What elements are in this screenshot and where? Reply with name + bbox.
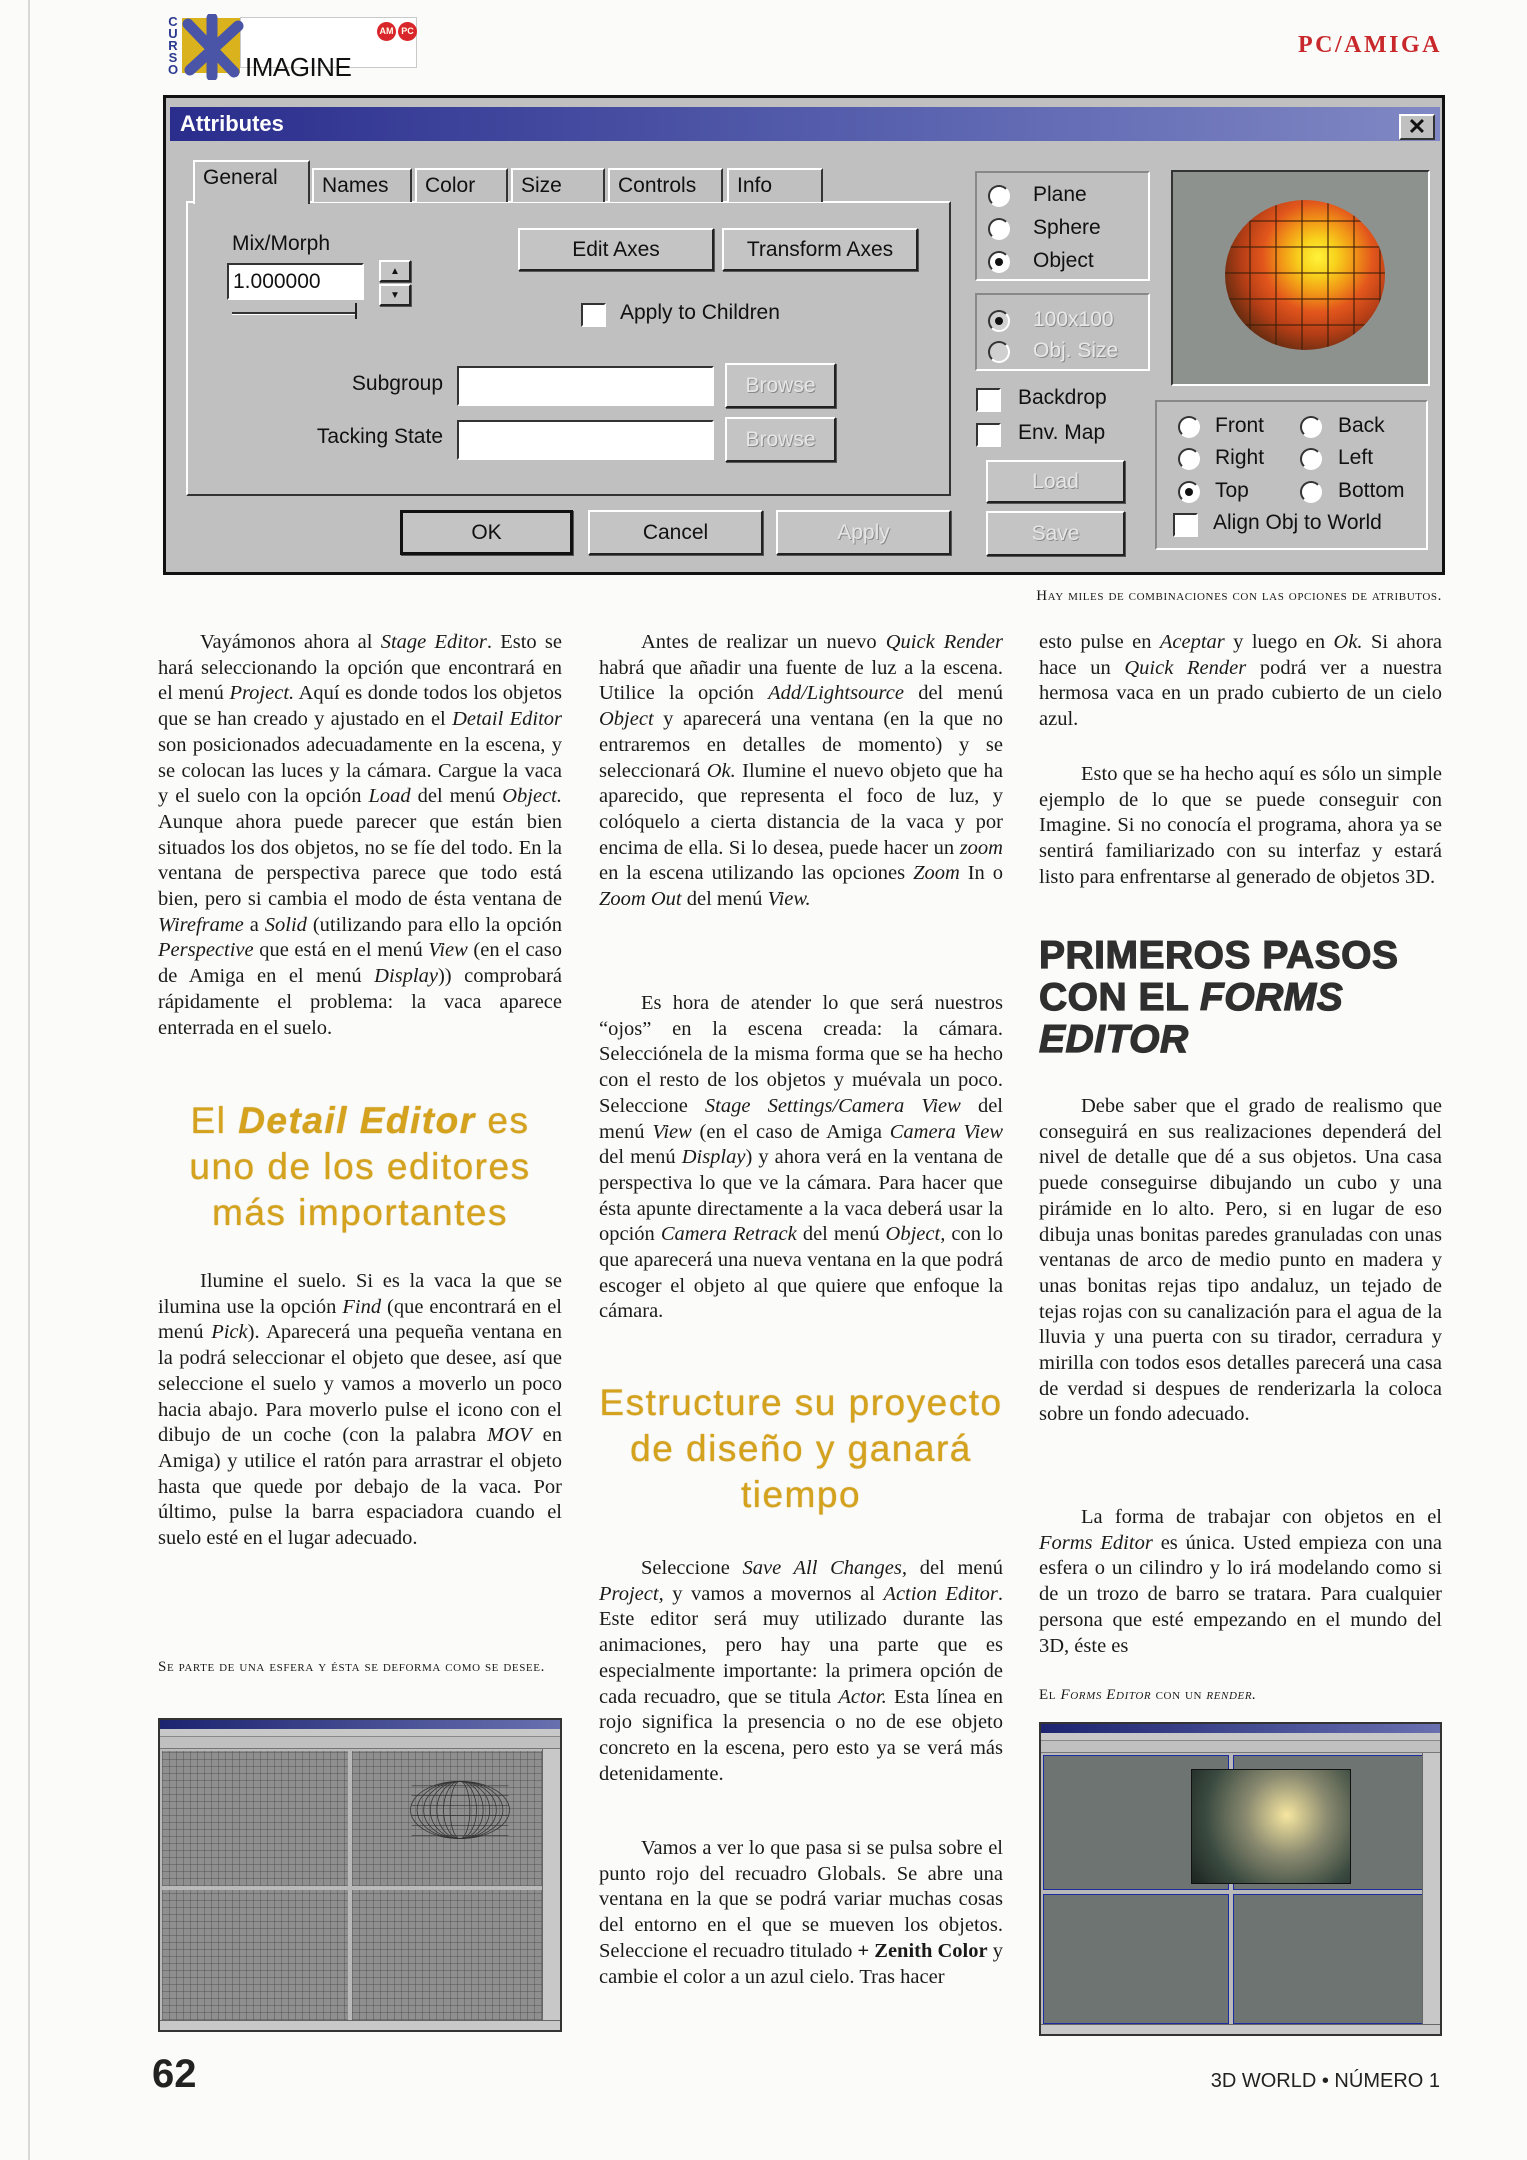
logo-vertical-text: CURSO (168, 14, 179, 77)
emphasis-text: Camera View (889, 1120, 1003, 1143)
text-run: son posicionados adecuadamente en la escena, y se colocan las luces y la cámara. Cargue la vaca y el suelo con la opción (158, 733, 562, 808)
emphasis-text: Stage Settings/Camera View (704, 1094, 961, 1117)
arrow-up-icon: ▲ (390, 265, 400, 277)
text-run: La forma de trabajar con objetos en el (1081, 1506, 1442, 1528)
section-heading (1039, 935, 1442, 1061)
emphasis-text: View (428, 939, 468, 962)
radio-front[interactable] (1178, 416, 1200, 438)
spin-up-button[interactable] (379, 260, 411, 282)
radio-bottom-label: Bottom (1338, 479, 1405, 502)
text-run: PRIMEROS PASOS CON EL (1039, 934, 1399, 1019)
backdrop-checkbox[interactable] (976, 388, 1001, 412)
paragraph (1039, 630, 1442, 733)
mix-morph-label: Mix/Morph (232, 232, 331, 255)
emphasis-text: render. (1206, 1687, 1257, 1703)
screenshot-figure (158, 1718, 562, 2032)
attributes-dialog (163, 95, 1445, 575)
radio-plane[interactable] (988, 185, 1010, 207)
text-run: Aquí es donde todos los objetos que se han creado y ajustado en el (158, 682, 563, 731)
radio-obj-size[interactable] (988, 341, 1010, 363)
pull-quote (599, 1380, 1003, 1518)
text-run: esto pulse en (1039, 631, 1160, 653)
transform-axes-button[interactable]: Transform Axes (722, 228, 918, 271)
text-run: y aparecerá una ventana (en la que no entraremos en detalles de momento) y se seleccionará (599, 708, 1003, 782)
paragraph (599, 991, 1003, 1325)
tab-general[interactable]: General (193, 160, 310, 204)
emphasis-text: Wireframe (158, 913, 244, 936)
text-run: y vamos a movernos al (663, 1582, 884, 1605)
text-run: del menú (903, 682, 1004, 705)
paragraph (1039, 1094, 1442, 1428)
align-obj-label: Align Obj to World (1213, 511, 1382, 534)
text-run: Ilumine el nuevo objeto que ha aparecido, que representa el foco de luz, y colóquelo a cierta distancia de la vaca y por encima de ella. Si lo desea, puede hacer un (599, 759, 1004, 859)
mix-slider-track[interactable] (232, 312, 355, 315)
emphasis-text: Camera Retrack (660, 1223, 797, 1246)
magazine-issue: 3D WORLD • NÚMERO 1 (1210, 2070, 1440, 2092)
align-obj-checkbox[interactable] (1173, 513, 1198, 537)
spotlight-render (1191, 1769, 1351, 1884)
paragraph (599, 1836, 1003, 1990)
emphasis-text: Solid (264, 913, 307, 936)
viewport-right (352, 1890, 542, 2020)
emphasis-text: Perspective (158, 939, 254, 962)
radio-plane-label: Plane (1033, 183, 1087, 206)
text-run: ). Aparecerá una pequeña ventana en la podrá seleccionar el objeto que desee, así que seleccione el suelo y vamos a moverlo un poco hacia abajo. Para moverlo pulse el icono con el dibujo de un coche (con la palabra (158, 1321, 562, 1447)
emphasis-text: Forms Editor (1039, 1531, 1153, 1554)
spin-down-button[interactable] (379, 284, 411, 306)
screenshot-figure (1039, 1722, 1442, 2036)
dialog-caption: Hay miles de combinaciones con las opciones de atributos. (1036, 588, 1442, 604)
text-run: In o (959, 862, 1003, 885)
emphasis-text: Quick Render (1124, 656, 1247, 679)
arrow-down-icon: ▼ (390, 289, 400, 301)
tool-strip (542, 1749, 560, 2020)
close-icon[interactable]: ✕ (1399, 114, 1435, 140)
texture-preview (1171, 170, 1430, 386)
tacking-state-input[interactable] (457, 420, 714, 460)
emphasis-text: Quick Render (885, 631, 1003, 653)
text-run: El (190, 1100, 239, 1141)
emphasis-text: Project. (229, 682, 295, 705)
emphasis-text: View. (767, 888, 811, 911)
emphasis-text: Project, (599, 1582, 664, 1605)
cancel-button[interactable]: Cancel (588, 510, 763, 555)
text-run: Vayámonos ahora al (200, 631, 381, 653)
window-menubar (160, 1729, 560, 1737)
wireframe-mesh (405, 1775, 515, 1845)
radio-left[interactable] (1300, 448, 1322, 470)
text-run: Esto que se ha hecho aquí es sólo un simple ejemplo de lo que se puede conseguir con Imagine. Si no conocía el programa, ahora ya se sentirá familiarizado con su interfaz y estará listo para enfrentarse al generado de objetos 3D. (1039, 763, 1442, 888)
emphasis-text: Pick (211, 1321, 248, 1344)
emphasis-text: zoom (959, 836, 1003, 859)
window-toolbar (1041, 1741, 1440, 1753)
backdrop-label: Backdrop (1018, 386, 1107, 409)
window-menubar (1041, 1733, 1440, 1741)
platform-badge-pc: PC (398, 22, 417, 41)
radio-obj-size-label: Obj. Size (1033, 339, 1119, 362)
mix-morph-input[interactable]: 1.000000 (227, 263, 364, 300)
text-run: a (243, 913, 265, 936)
text-run: (en el caso de Amiga (691, 1120, 890, 1143)
text-run: que está en el menú (253, 939, 429, 962)
text-run: Vamos a ver lo que pasa si se pulsa sobre el punto rojo del recuadro Globals. Se abre una ventana en la que se podrá variar muchas cosas del entorno en el que se mueven los objetos. Seleccione el recuadro titulado (599, 1837, 1003, 1962)
text-run: ) y ahora verá en la ventana de perspectiva lo que ve la cámara. Para hacer que ésta apunte directamente a la vaca deberá usar la opción (599, 1146, 1003, 1246)
emphasis-text: Find (342, 1295, 382, 1318)
save-button[interactable]: Save (986, 511, 1125, 556)
text-run: Es hora de atender lo que será nuestros “ojos” en la escena creada: la cámara. Selecciónela de la misma forma que se ha hecho con el resto de los objetos y muévala un poco. Seleccione (599, 992, 1003, 1117)
subgroup-browse-button[interactable]: Browse (725, 363, 836, 408)
radio-object-label: Object (1033, 249, 1094, 272)
radio-sphere[interactable] (988, 218, 1010, 240)
window-toolbar (160, 1737, 560, 1749)
page-number: 62 (152, 2052, 197, 2096)
paragraph (158, 630, 562, 1041)
apply-to-children-checkbox[interactable] (581, 303, 606, 327)
pull-quote (158, 1098, 562, 1236)
emphasis-text: Forms Editor (1060, 1687, 1152, 1703)
figure-caption (1039, 1684, 1442, 1706)
viewport-front (1043, 1894, 1229, 2024)
dialog-titlebar: Attributes (170, 107, 1440, 141)
paragraph (1039, 762, 1442, 891)
radio-top[interactable] (1178, 481, 1200, 503)
tacking-browse-button[interactable]: Browse (725, 417, 836, 462)
emphasis-text: Display (681, 1146, 746, 1169)
text-run: es uno de los editores más importantes (189, 1100, 531, 1233)
emphasis-text: Zoom (913, 862, 960, 885)
edit-axes-button[interactable]: Edit Axes (518, 228, 714, 271)
text-run: Seleccione (641, 1557, 743, 1579)
text-run: (utilizando para ello la opción (306, 913, 562, 936)
radio-left-label: Left (1338, 446, 1374, 469)
text-run: Se parte de una esfera y ésta se deforma como se desee. (158, 1659, 545, 1675)
text-run: Estructure su proyecto de diseño y ganará tiempo (599, 1382, 1003, 1515)
text-run: del menú (599, 1094, 1003, 1143)
emphasis-text: Add/Lightsource (768, 682, 904, 705)
bold-text: + Zenith Color (857, 1939, 988, 1962)
emphasis-text: Ok. (706, 759, 736, 782)
subgroup-input[interactable] (457, 366, 714, 406)
status-bar (1041, 2024, 1440, 2034)
radio-top-label: Top (1215, 479, 1249, 502)
window-titlebar (160, 1720, 560, 1729)
text-run: Esta línea en rojo significa la presencia o no de ese objeto concreto en la escena, pero esto ya se verá más detenidamente. (599, 1685, 1003, 1785)
text-run: )) comprobará rápidamente el problema: la vaca aparece enterrada en el suelo. (158, 965, 562, 1039)
emphasis-text: Display (374, 965, 438, 988)
text-run: del menú (681, 888, 768, 911)
paragraph (599, 630, 1003, 913)
status-bar (160, 2020, 560, 2030)
text-run: Aunque ahora puede parecer que están bien situados los dos objetos, no se fíe del todo. En la ventana de perspectiva parece que todo está bien, pero si cambia el modo de ésta ventana de (158, 810, 562, 911)
env-map-label: Env. Map (1018, 421, 1106, 444)
emphasis-text: Stage Editor (380, 631, 487, 653)
tab-size[interactable]: Size (511, 168, 605, 202)
text-run: El (1039, 1687, 1061, 1703)
text-run: es única. Usted empieza con una esfera o un cilindro y lo irá modelando como si de un trozo de barro se tratara. Para cualquier persona que esté empezando en el mundo del 3D, éste es (1039, 1531, 1442, 1657)
radio-right-label: Right (1215, 446, 1265, 469)
text-run: (que encontrará en el menú (158, 1295, 562, 1344)
emphasis-text: Detail Editor (452, 708, 562, 731)
emphasis-text: Zoom Out (599, 888, 682, 911)
text-run: en Amiga) y utilice el ratón para arrastrar el objeto hasta que quede por debajo de la vaca. Por último, pulse la barra espaciadora cuando el suelo esté en el lugar adecuado. (158, 1424, 562, 1550)
text-run: del menú (410, 785, 503, 808)
tool-strip (1422, 1753, 1440, 2024)
tab-names[interactable]: Names (312, 168, 412, 202)
text-run: en la escena utilizando las opciones (599, 862, 914, 885)
text-run: del menú (599, 1146, 682, 1169)
text-run: y cambie el color a un azul cielo. Tras hacer (599, 1939, 1003, 1988)
text-run: Ilumine el suelo. Si es la vaca la que se ilumina use la opción (158, 1270, 562, 1318)
radio-object[interactable] (988, 251, 1010, 273)
text-run: . Esto se hará seleccionando la opción que encontrará en el menú (158, 631, 562, 705)
tab-info[interactable]: Info (727, 168, 823, 202)
tab-color[interactable]: Color (415, 168, 508, 202)
env-map-checkbox[interactable] (976, 423, 1001, 447)
emphasis-text: Ok. (1333, 631, 1363, 653)
figure-caption (158, 1656, 562, 1678)
apply-to-children-label: Apply to Children (620, 301, 780, 324)
emphasis-text: MOV (487, 1424, 532, 1447)
viewport-right (1233, 1894, 1423, 2024)
radio-100x100-label: 100x100 (1033, 308, 1114, 331)
viewport-front (162, 1890, 348, 2020)
preview-sphere (1225, 200, 1385, 350)
ok-button[interactable]: OK (400, 510, 573, 555)
text-run: y luego en (1224, 631, 1334, 653)
bold-text: Detail Editor (238, 1100, 476, 1141)
text-run: Si ahora hace un (1039, 631, 1442, 679)
radio-100x100[interactable] (988, 310, 1010, 332)
text-run: (en el caso de Amiga en el menú (158, 939, 562, 988)
radio-bottom[interactable] (1300, 481, 1322, 503)
tab-controls[interactable]: Controls (608, 168, 723, 202)
page-binding-edge (28, 0, 30, 2160)
text-run: del menú (907, 1557, 1003, 1579)
text-run: podrá ver a nuestra hermosa vaca en un prado cubierto de un cielo azul. (1039, 656, 1442, 731)
paragraph (158, 1269, 562, 1552)
text-run: . Este editor será muy utilizado durante las animaciones, pero hay una parte que es especialmente importante: la primera opción de cada recuadro, que se titula (599, 1582, 1004, 1708)
emphasis-text: Actor. (838, 1685, 887, 1708)
radio-right[interactable] (1178, 448, 1200, 470)
emphasis-text: Aceptar (1159, 631, 1225, 653)
emphasis-text: Action Editor (883, 1582, 998, 1605)
window-titlebar (1041, 1724, 1440, 1733)
emphasis-text: Save All Changes, (742, 1557, 907, 1579)
text-run: del menú (796, 1223, 886, 1246)
section-label: PC/AMIGA (1298, 32, 1442, 58)
emphasis-text: Load (368, 785, 411, 808)
logo-title: IMAGINE (245, 52, 352, 82)
viewport-top (162, 1751, 348, 1886)
load-button[interactable]: Load (986, 460, 1125, 503)
text-run: con un (1151, 1687, 1207, 1703)
emphasis-text: Object, (885, 1223, 946, 1246)
text-run: Antes de realizar un nuevo (641, 631, 886, 653)
emphasis-text: Object (599, 708, 654, 731)
apply-button[interactable]: Apply (776, 510, 951, 555)
emphasis-text: View (652, 1120, 692, 1143)
jack-logo-icon (168, 14, 250, 80)
paragraph (1039, 1505, 1442, 1659)
radio-front-label: Front (1215, 414, 1265, 437)
text-run: con lo que aparecerá una nueva ventana en la que podrá escoger el objeto al que quiere que enfoque la cámara. (599, 1223, 1004, 1323)
paragraph (599, 1556, 1003, 1787)
mix-slider-thumb[interactable] (351, 303, 357, 319)
emphasis-text: Object. (502, 785, 562, 808)
radio-sphere-label: Sphere (1033, 216, 1101, 239)
subgroup-label: Subgroup (351, 372, 443, 395)
text-run: habrá que añadir una fuente de luz a la escena. Utilice la opción (599, 656, 1003, 705)
radio-back[interactable] (1300, 416, 1322, 438)
radio-back-label: Back (1338, 414, 1385, 437)
platform-badge-amiga: AM (377, 22, 396, 41)
tacking-state-label: Tacking State (316, 425, 443, 448)
emphasis-text: FORMS EDITOR (1039, 976, 1344, 1061)
text-run: Debe saber que el grado de realismo que conseguirá en sus realizaciones dependerá del nivel de detalle que dé a sus objetos. Una casa puede conseguirse dibujando un cubo y una pirámide en lo alto. Pero, si en lugar de eso dibuja unas bonitas paredes granuladas con unas ventanas de arco de medio punto en madera y unas bonitas rejas tipo andaluz, un tejado de tejas rojas con su canalización para el agua de la lluvia y una puerta con su tirador, cerradura y mirilla con todos esos detalles parecerá una casa de verdad si despues de renderizarla la coloca sobre un fondo adecuado. (1039, 1095, 1442, 1426)
